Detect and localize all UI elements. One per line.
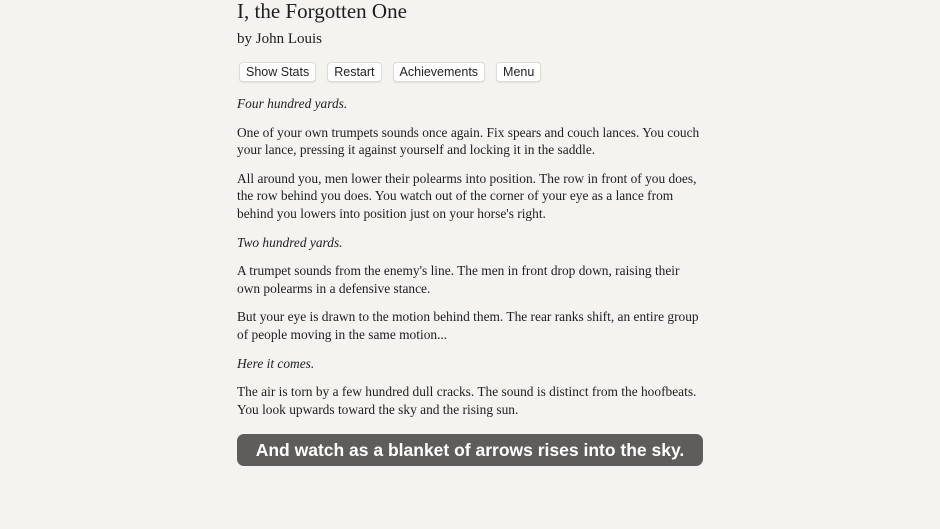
story-paragraph: Four hundred yards. — [237, 96, 348, 111]
next-choice-button[interactable]: And watch as a blanket of arrows rises into the sky. — [237, 434, 703, 466]
achievements-button[interactable]: Achievements — [393, 62, 486, 82]
story-paragraph: Here it comes. — [237, 355, 315, 371]
show-stats-button[interactable]: Show Stats — [239, 62, 316, 82]
author: by John Louis — [237, 31, 323, 47]
story-text — [237, 95, 705, 429]
story-paragraph: Two hundred yards. — [237, 234, 343, 250]
story-paragraph: All around you, men lower their polearms into position. The row in front of you does, the row behind you does. You watch out of the corner of your eye as a lance from behind you lowers into position just on your horse's right. — [237, 170, 697, 221]
game-title: I, the Forgotten One — [237, 0, 407, 23]
story-paragraph: The air is torn by a few hundred dull cracks. The sound is distinct from the hoofbeats. You look upwards toward the sky and the rising sun. — [237, 384, 697, 417]
story-paragraph: One of your own trumpets sounds once again. Fix spears and couch lances. You couch your lance, pressing it against yourself and locking it in the saddle. — [237, 124, 700, 158]
story-paragraph: A trumpet sounds from the enemy's line. The men in front drop down, raising their own polearms in a defensive stance. — [237, 263, 680, 296]
restart-button[interactable]: Restart — [327, 62, 381, 82]
menu-button[interactable]: Menu — [496, 62, 541, 82]
header-buttons — [239, 62, 552, 82]
story-paragraph: But your eye is drawn to the motion behind them. The rear ranks shift, an entire group of people moving in the same motion... — [237, 309, 699, 342]
